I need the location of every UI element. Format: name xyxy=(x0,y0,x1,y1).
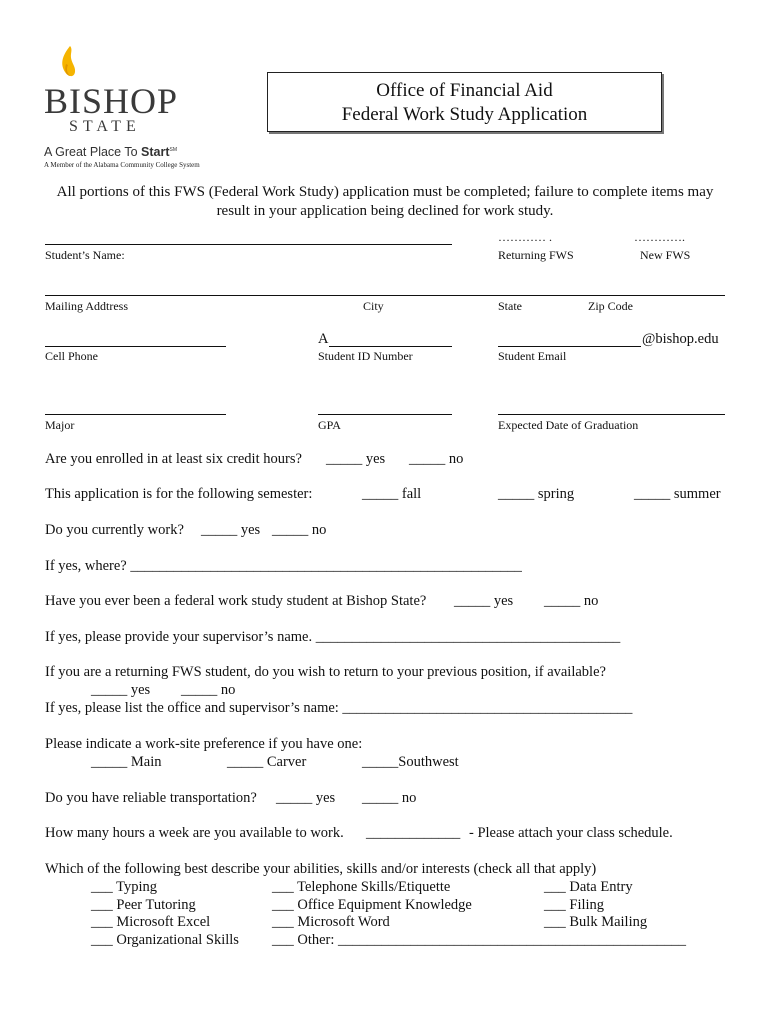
cell-phone-label: Cell Phone xyxy=(45,349,98,363)
returning-question: If you are a returning FWS student, do you wish to return to your previous position, if available? xyxy=(45,664,606,680)
credit-hours-question: Are you enrolled in at least six credit hours? xyxy=(45,451,302,467)
skill-peer-tutoring[interactable]: ___ Peer Tutoring xyxy=(91,897,196,913)
grad-date-line[interactable] xyxy=(498,414,725,415)
intro-text: All portions of this FWS (Federal Work Study) application must be completed; failure to complete items may result in your application being declined for work study. xyxy=(56,184,714,219)
student-email-line[interactable] xyxy=(498,346,641,347)
skill-telephone[interactable]: ___ Telephone Skills/Etiquette xyxy=(272,879,451,895)
southwest-option[interactable]: _____Southwest xyxy=(362,754,459,770)
logo-name: BISHOP xyxy=(44,81,179,121)
student-email-label: Student Email xyxy=(498,349,567,363)
tagline-prefix: A Great Place To xyxy=(44,145,142,159)
student-name-label: Student’s Name: xyxy=(45,248,125,262)
return-no-option[interactable]: _____ no xyxy=(181,682,236,698)
fall-option[interactable]: _____ fall xyxy=(362,486,422,502)
transport-question: Do you have reliable transportation? xyxy=(45,790,257,806)
cell-phone-line[interactable] xyxy=(45,346,226,347)
main-option[interactable]: _____ Main xyxy=(91,754,162,770)
student-id-label: Student ID Number xyxy=(318,349,413,363)
supervisor-question[interactable]: If yes, please provide your supervisor’s name. __________________________________________ xyxy=(45,629,621,645)
skill-data-entry[interactable]: ___ Data Entry xyxy=(544,879,633,895)
skill-bulk-mailing[interactable]: ___ Bulk Mailing xyxy=(544,914,648,930)
transport-no-option[interactable]: _____ no xyxy=(362,790,417,806)
hours-blank[interactable]: _____________ xyxy=(366,825,461,841)
zip-label: Zip Code xyxy=(588,299,633,313)
address-line[interactable] xyxy=(45,295,725,296)
prior-yes-option[interactable]: _____ yes xyxy=(454,593,514,609)
skill-office-equipment[interactable]: ___ Office Equipment Knowledge xyxy=(272,897,472,913)
work-yes-option[interactable]: _____ yes xyxy=(201,522,261,538)
gpa-line[interactable] xyxy=(318,414,452,415)
major-line[interactable] xyxy=(45,414,226,415)
where-question[interactable]: If yes, where? ______________________________________________________ xyxy=(45,558,522,574)
major-label: Major xyxy=(45,418,75,432)
student-id-line[interactable] xyxy=(329,346,452,347)
skill-microsoft-word[interactable]: ___ Microsoft Word xyxy=(272,914,390,930)
member-note: A Member of the Alabama Community College System xyxy=(44,161,200,169)
gpa-label: GPA xyxy=(318,418,341,432)
skill-microsoft-excel[interactable]: ___ Microsoft Excel xyxy=(91,914,211,930)
prior-fws-question: Have you ever been a federal work study student at Bishop State? xyxy=(45,593,427,609)
skill-other[interactable]: ___ Other: ________________________________________________ xyxy=(272,932,687,948)
skill-typing[interactable]: ___ Typing xyxy=(91,879,157,895)
title-box xyxy=(267,72,662,132)
logo-subname: STATE xyxy=(69,118,141,135)
credit-yes-option[interactable]: _____ yes xyxy=(326,451,386,467)
city-label: City xyxy=(363,299,384,313)
hours-note: - Please attach your class schedule. xyxy=(469,825,673,841)
grad-date-label: Expected Date of Graduation xyxy=(498,418,639,432)
skill-filing[interactable]: ___ Filing xyxy=(544,897,605,913)
new-fws-label: New FWS xyxy=(640,248,691,262)
tagline-bold: Start xyxy=(141,145,170,159)
office-supervisor-question[interactable]: If yes, please list the office and supervisor’s name: ________________________________________ xyxy=(45,700,633,716)
worksite-question: Please indicate a work-site preference if you have one: xyxy=(45,736,363,752)
summer-option[interactable]: _____ summer xyxy=(634,486,721,502)
credit-no-option[interactable]: _____ no xyxy=(409,451,464,467)
carver-option[interactable]: _____ Carver xyxy=(227,754,307,770)
tagline-tm: SM xyxy=(169,146,178,153)
skill-organizational[interactable]: ___ Organizational Skills xyxy=(91,932,239,948)
work-no-option[interactable]: _____ no xyxy=(272,522,327,538)
skills-question: Which of the following best describe your abilities, skills and/or interests (check all that apply) xyxy=(45,861,597,877)
logo-tagline xyxy=(44,145,177,159)
title-line-2: Federal Work Study Application xyxy=(341,104,588,125)
new-dots[interactable]: …………. xyxy=(634,230,685,244)
hours-question: How many hours a week are you available to work. xyxy=(45,825,344,841)
title-line-1: Office of Financial Aid xyxy=(376,80,553,101)
semester-question: This application is for the following semester: xyxy=(45,486,313,502)
student-id-prefix: A xyxy=(318,331,329,347)
student-name-line[interactable] xyxy=(45,244,452,245)
spring-option[interactable]: _____ spring xyxy=(498,486,575,502)
work-question: Do you currently work? xyxy=(45,522,184,538)
returning-dots[interactable]: ………… . xyxy=(498,230,552,244)
returning-fws-label: Returning FWS xyxy=(498,248,574,262)
state-label: State xyxy=(498,299,522,313)
mailing-address-label: Mailing Addtress xyxy=(45,299,128,313)
return-yes-option[interactable]: _____ yes xyxy=(91,682,151,698)
prior-no-option[interactable]: _____ no xyxy=(544,593,599,609)
transport-yes-option[interactable]: _____ yes xyxy=(276,790,336,806)
email-domain: @bishop.edu xyxy=(642,331,719,347)
